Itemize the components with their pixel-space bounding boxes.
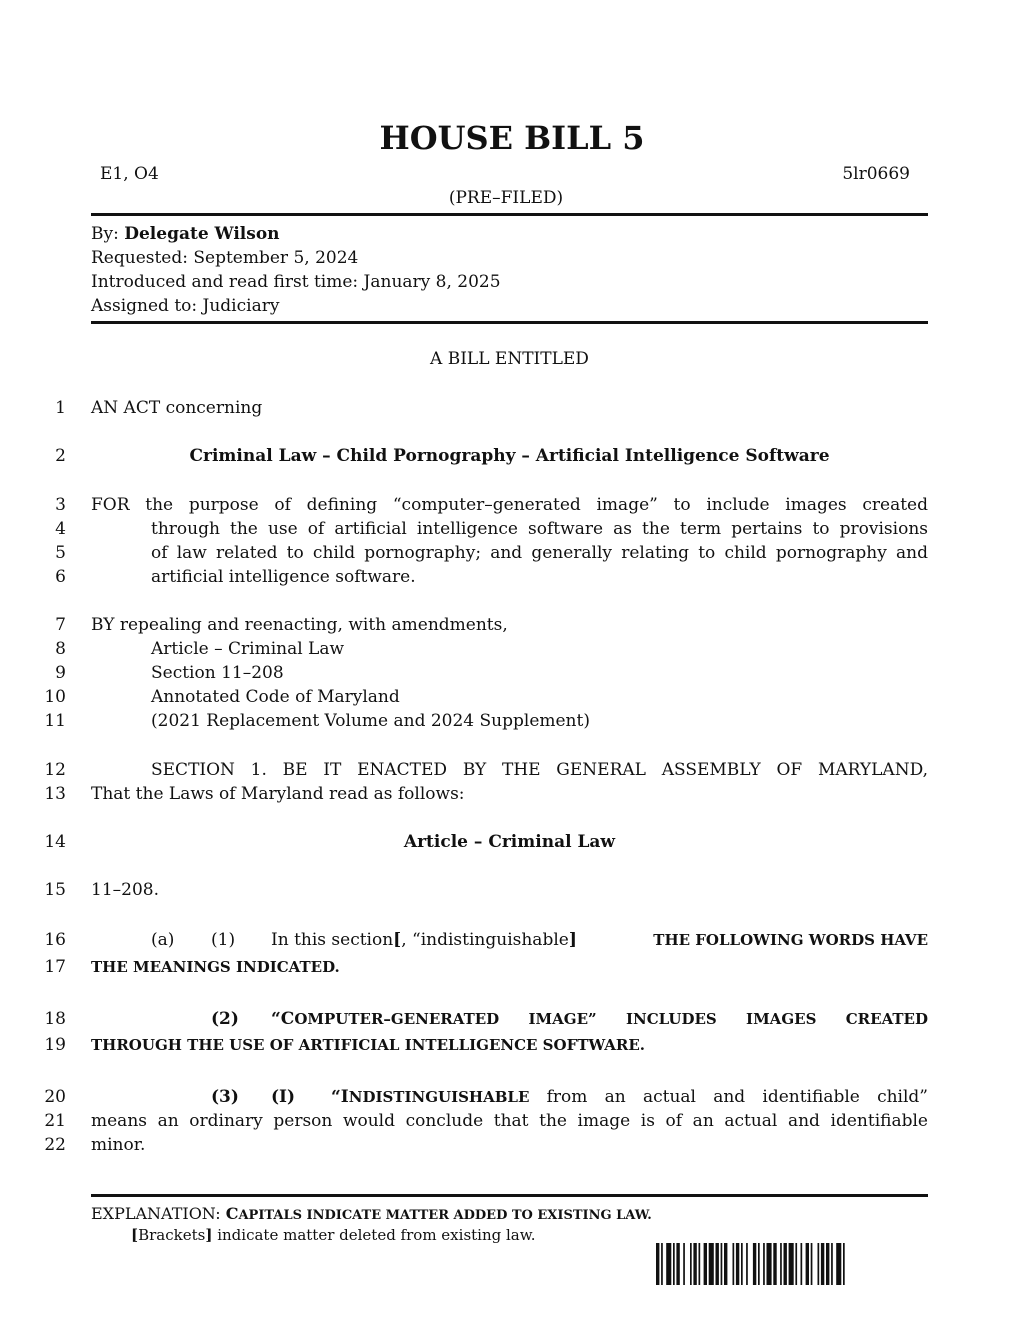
in-this-section: In this section	[271, 930, 394, 950]
line-number: 7	[55, 615, 66, 635]
sponsor-line	[91, 222, 280, 246]
line-number: 8	[55, 639, 66, 659]
line-number: 5	[55, 543, 66, 563]
introduced-date: Introduced and read first time: January 8, 2025	[91, 272, 501, 292]
line-number: 18	[44, 1009, 66, 1029]
line-number: 2	[55, 446, 66, 466]
bill-codes: E1, O4	[100, 164, 159, 184]
close-bracket: ]	[568, 930, 577, 950]
deleted-text: , “indistinguishable	[401, 930, 569, 950]
line-number: 17	[44, 957, 66, 977]
explanation-c: C	[225, 1204, 239, 1223]
assigned-committee: Assigned to: Judiciary	[91, 296, 280, 316]
requested-date: Requested: September 5, 2024	[91, 248, 359, 268]
header-rule-bottom	[91, 321, 928, 324]
line-number: 9	[55, 663, 66, 683]
cg-term: OMPUTER–GENERATED IMAGE	[294, 1010, 589, 1028]
section-number: 11–208.	[91, 880, 159, 900]
act-concerning: AN ACT concerning	[91, 398, 263, 418]
bill-title: HOUSE BILL 5	[379, 119, 645, 157]
ind-term: NDISTINGUISHABLE	[348, 1088, 530, 1106]
line-number: 6	[55, 567, 66, 587]
open-bracket: [	[393, 930, 402, 950]
line-number: 15	[44, 880, 66, 900]
explanation-line	[91, 1203, 652, 1227]
item-3: (3)	[211, 1087, 239, 1107]
line-number: 1	[55, 398, 66, 418]
repeal-code: Annotated Code of Maryland	[151, 687, 400, 707]
bill-subject: Criminal Law – Child Pornography – Artificial Intelligence Software	[189, 446, 830, 466]
indistinguishable-definition	[331, 1085, 928, 1109]
brackets-word: Brackets	[138, 1226, 206, 1244]
brackets-desc: indicate matter deleted from existing law.	[212, 1226, 536, 1244]
ind-line-22: minor.	[91, 1135, 146, 1155]
bill-number: 5lr0669	[842, 164, 910, 184]
brackets-line	[131, 1225, 536, 1245]
cg-quote-c: “C	[271, 1009, 295, 1029]
brackets-open: [	[131, 1226, 139, 1244]
line-number: 11	[44, 711, 66, 731]
line-number: 22	[44, 1135, 66, 1155]
item-1: (1)	[211, 930, 236, 950]
brackets-close: ]	[205, 1226, 213, 1244]
ind-rest: from an actual and identifiable child”	[546, 1087, 928, 1107]
line-number: 10	[44, 687, 66, 707]
purpose-line-3: of law related to child pornography; and generally relating to child pornography and	[151, 543, 928, 563]
explanation-caps: APITALS INDICATE MATTER ADDED TO EXISTING LAW.	[238, 1208, 652, 1223]
item-2: (2)	[211, 1009, 239, 1029]
by-label: By:	[91, 224, 119, 244]
ind-quote-i: “I	[331, 1087, 349, 1107]
added-text-1: THE FOLLOWING WORDS HAVE	[653, 931, 928, 949]
bill-entitled: A BILL ENTITLED	[430, 349, 589, 369]
repeal-line-1: BY repealing and reenacting, with amendments,	[91, 615, 508, 635]
purpose-line-1: FOR the purpose of defining “computer–generated image” to include images created	[91, 495, 928, 515]
line-number: 14	[44, 832, 66, 852]
line-number: 3	[55, 495, 66, 515]
repeal-section: Section 11–208	[151, 663, 284, 683]
repeal-volume: (2021 Replacement Volume and 2024 Supplement)	[151, 711, 590, 731]
purpose-line-4: artificial intelligence software.	[151, 567, 416, 587]
line-number: 21	[44, 1111, 66, 1131]
line-number: 16	[44, 930, 66, 950]
line-number: 4	[55, 519, 66, 539]
footer-rule	[91, 1194, 928, 1197]
line-number: 20	[44, 1087, 66, 1107]
prefiled-label: (PRE–FILED)	[448, 188, 564, 208]
purpose-line-2: through the use of artificial intelligence software as the term pertains to provisions	[151, 519, 928, 539]
added-text-2: THE MEANINGS INDICATED.	[91, 958, 340, 976]
subsection-a: (a)	[151, 930, 175, 950]
sponsor-name: Delegate Wilson	[124, 224, 280, 244]
line-number: 19	[44, 1035, 66, 1055]
ind-line-21: means an ordinary person would conclude that the image is of an actual and identifiable	[91, 1111, 928, 1131]
cg-continuation: THROUGH THE USE OF ARTIFICIAL INTELLIGENCE SOFTWARE.	[91, 1036, 646, 1054]
header-rule-top	[91, 213, 928, 216]
barcode-icon	[656, 1243, 904, 1285]
definition-intro	[271, 928, 577, 952]
section1-line-2: That the Laws of Maryland read as follows:	[91, 784, 465, 804]
cg-includes: ” INCLUDES IMAGES CREATED	[588, 1010, 928, 1028]
article-heading: Article – Criminal Law	[403, 832, 616, 852]
line-number: 12	[44, 760, 66, 780]
computer-generated-definition	[271, 1007, 928, 1031]
item-i: (I)	[271, 1087, 296, 1107]
section1-line-1: SECTION 1. BE IT ENACTED BY THE GENERAL ASSEMBLY OF MARYLAND,	[151, 760, 928, 780]
repeal-article: Article – Criminal Law	[151, 639, 345, 659]
line-number: 13	[44, 784, 66, 804]
explanation-label: EXPLANATION:	[91, 1204, 221, 1223]
